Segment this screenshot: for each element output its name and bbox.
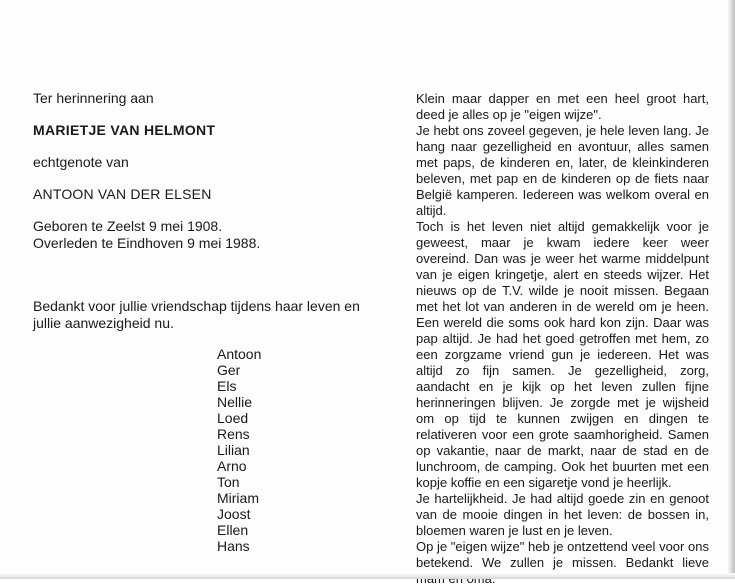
family-name: Nellie — [217, 394, 253, 410]
tribute-text — [416, 91, 709, 587]
card-edge-right — [727, 0, 735, 579]
card-edge-bottom — [0, 573, 735, 579]
family-name: Ellen — [217, 522, 249, 538]
tribute-paragraph: Toch is het leven niet altijd gemakkelijk voor je geweest, maar je kwam iedere keer weer overeind. Dan was je weer het warme middelpunt van je eigen kringetje, alert en steeds wijzer. Het nieuws op de T.V. wilde je nooit missen. Begaan met het lot van anderen in de wereld om je heen. Een wereld die soms ook hard kon zijn. Daar was pap altijd. Je had het goed getroffen met hem, zo een zorgzame vriend gun je iedereen. Het was altijd zo fijn samen. Je gezelligheid, zorg, aandacht en je kijk op het leven zullen fijne herinneringen blijven. Je zorgde met je wijsheid om op tijd te kunnen zwijgen en dingen te relativeren voor een grote saamhorigheid. Samen op vakantie, naar de markt, naar de stad en de lunchroom, de camping. Ook het buurten met een kopje koffie en een sigaretje vond je heerlijk. — [416, 219, 709, 490]
family-name: Els — [217, 378, 237, 394]
intro-text: Ter herinnering aan — [33, 90, 154, 106]
family-name: Joost — [217, 506, 251, 522]
family-name: Antoon — [217, 346, 262, 362]
birth-line: Geboren te Zeelst 9 mei 1908. — [33, 218, 223, 234]
family-name: Hans — [217, 538, 250, 554]
family-name: Rens — [217, 426, 250, 442]
family-name: Miriam — [217, 490, 259, 506]
death-line: Overleden te Eindhoven 9 mei 1988. — [33, 235, 261, 251]
spouse-label: echtgenote van — [33, 154, 129, 170]
thanks-text: Bedankt voor jullie vriendschap tijdens haar leven en jullie aanwezigheid nu. — [33, 298, 360, 331]
tribute-paragraph: Je hartelijkheid. Je had altijd goede zin en genoot van de mooie dingen in het leven: de bossen in, bloemen waren je lust en je leven. — [416, 491, 709, 538]
tribute-paragraph: Op je "eigen wijze" heb je ontzettend veel voor ons betekend. We zullen je missen. Bedankt lieve — [416, 539, 709, 570]
spouse-name: ANTOON VAN DER ELSEN — [33, 186, 212, 202]
family-names-list — [217, 346, 261, 554]
tribute-paragraph: Klein maar dapper en met een heel groot hart, deed je alles op je "eigen wijze". — [416, 91, 709, 122]
family-name: Ger — [217, 362, 241, 378]
tribute-paragraph: Je hebt ons zoveel gegeven, je hele leven lang. Je hang naar gezelligheid en avontuur, alles samen met paps, de kinderen en, later, de kleinkinderen beleven, met pap en de kinderen op de fiets naar België kamperen. Iedereen was welkom overal en altijd. — [416, 123, 709, 218]
deceased-name: MARIETJE VAN HELMONT — [33, 122, 216, 138]
family-name: Lilian — [217, 442, 250, 458]
family-name: Arno — [217, 458, 247, 474]
family-name: Ton — [217, 474, 240, 490]
family-name: Loed — [217, 410, 249, 426]
